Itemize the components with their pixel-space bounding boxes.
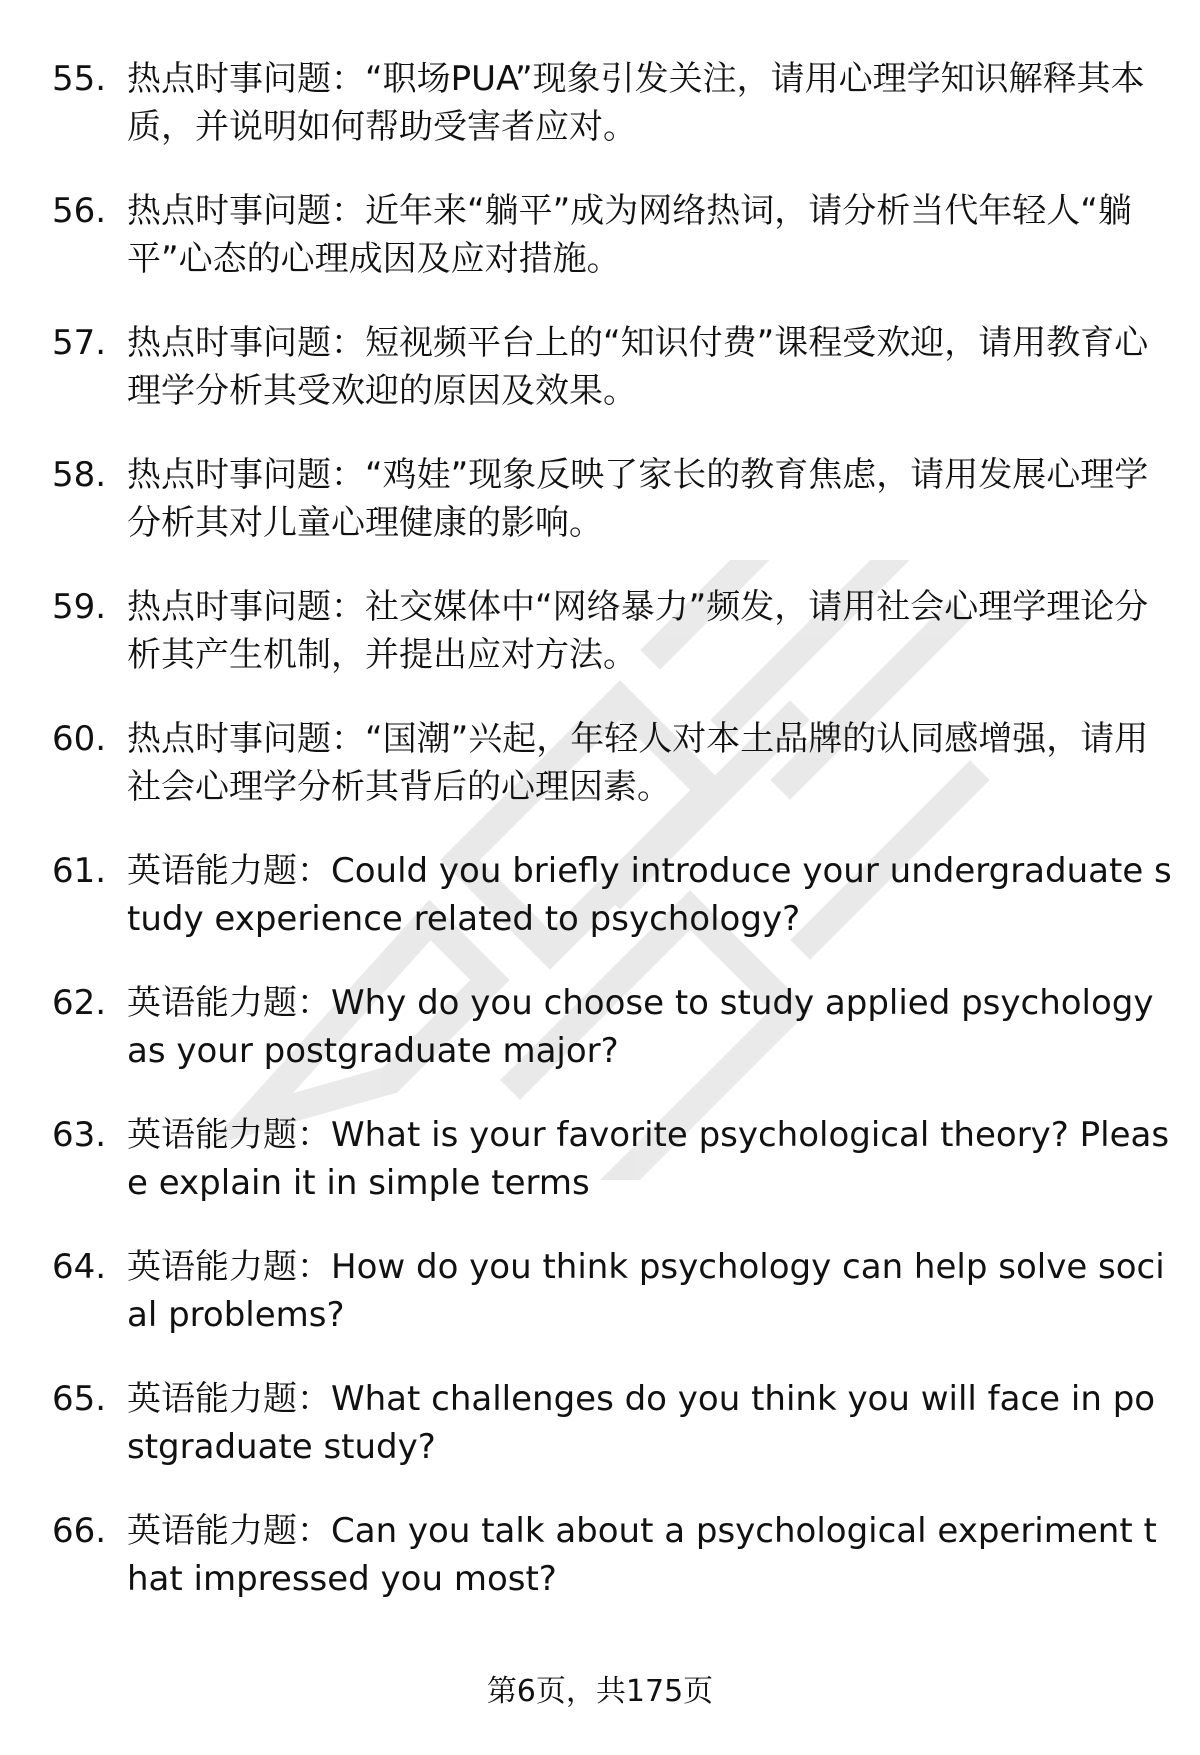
question-text: 英语能力题：Why do you choose to study applied psychology as your postgraduate major? [127,983,1154,1071]
question-number: 55. [52,59,107,99]
question-text: 英语能力题：What is your favorite psychological theory? Please explain it in simple terms [127,1115,1170,1203]
question-number: 66. [52,1511,107,1551]
question-text: 热点时事问题：“鸡娃”现象反映了家长的教育焦虑，请用发展心理学分析其对儿童心理健康的影响。 [127,455,1149,543]
question-number: 58. [52,455,107,495]
question-text: 英语能力题：Can you talk about a psychological experiment that impressed you most? [127,1511,1157,1599]
question-text: 热点时事问题：社交媒体中“网络暴力”频发，请用社会心理学理论分析其产生机制，并提出应对方法。 [127,587,1149,675]
question-number: 57. [52,323,107,363]
question-text: 热点时事问题：“职场PUA”现象引发关注，请用心理学知识解释其本质，并说明如何帮助受害者应对。 [127,59,1145,147]
question-text: 热点时事问题：短视频平台上的“知识付费”课程受欢迎，请用教育心理学分析其受欢迎的原因及效果。 [127,323,1149,411]
question-list [0,55,1200,1639]
question-number: 62. [52,983,107,1023]
question-text: 英语能力题：Could you briefly introduce your undergraduate study experience related to psychology? [127,851,1172,939]
question-item [0,187,1200,319]
question-item [0,979,1200,1111]
question-item [0,847,1200,979]
question-item [0,451,1200,583]
question-item [0,1111,1200,1243]
question-number: 56. [52,191,107,231]
question-number: 65. [52,1379,107,1419]
question-number: 63. [52,1115,107,1155]
question-item [0,715,1200,847]
question-text: 英语能力题：How do you think psychology can help solve social problems? [127,1247,1165,1335]
question-item [0,1375,1200,1507]
question-item [0,319,1200,451]
question-item [0,55,1200,187]
question-number: 61. [52,851,107,891]
question-item [0,583,1200,715]
question-number: 60. [52,719,107,759]
question-text: 热点时事问题：近年来“躺平”成为网络热词，请分析当代年轻人“躺平”心态的心理成因及应对措施。 [127,191,1132,279]
question-item [0,1243,1200,1375]
question-text: 英语能力题：What challenges do you think you will face in postgraduate study? [127,1379,1156,1467]
question-number: 59. [52,587,107,627]
question-text: 热点时事问题：“国潮”兴起，年轻人对本土品牌的认同感增强，请用社会心理学分析其背后的心理因素。 [127,719,1149,807]
question-item [0,1507,1200,1639]
page-footer: 第6页，共175页 [486,1674,714,1709]
question-number: 64. [52,1247,107,1287]
